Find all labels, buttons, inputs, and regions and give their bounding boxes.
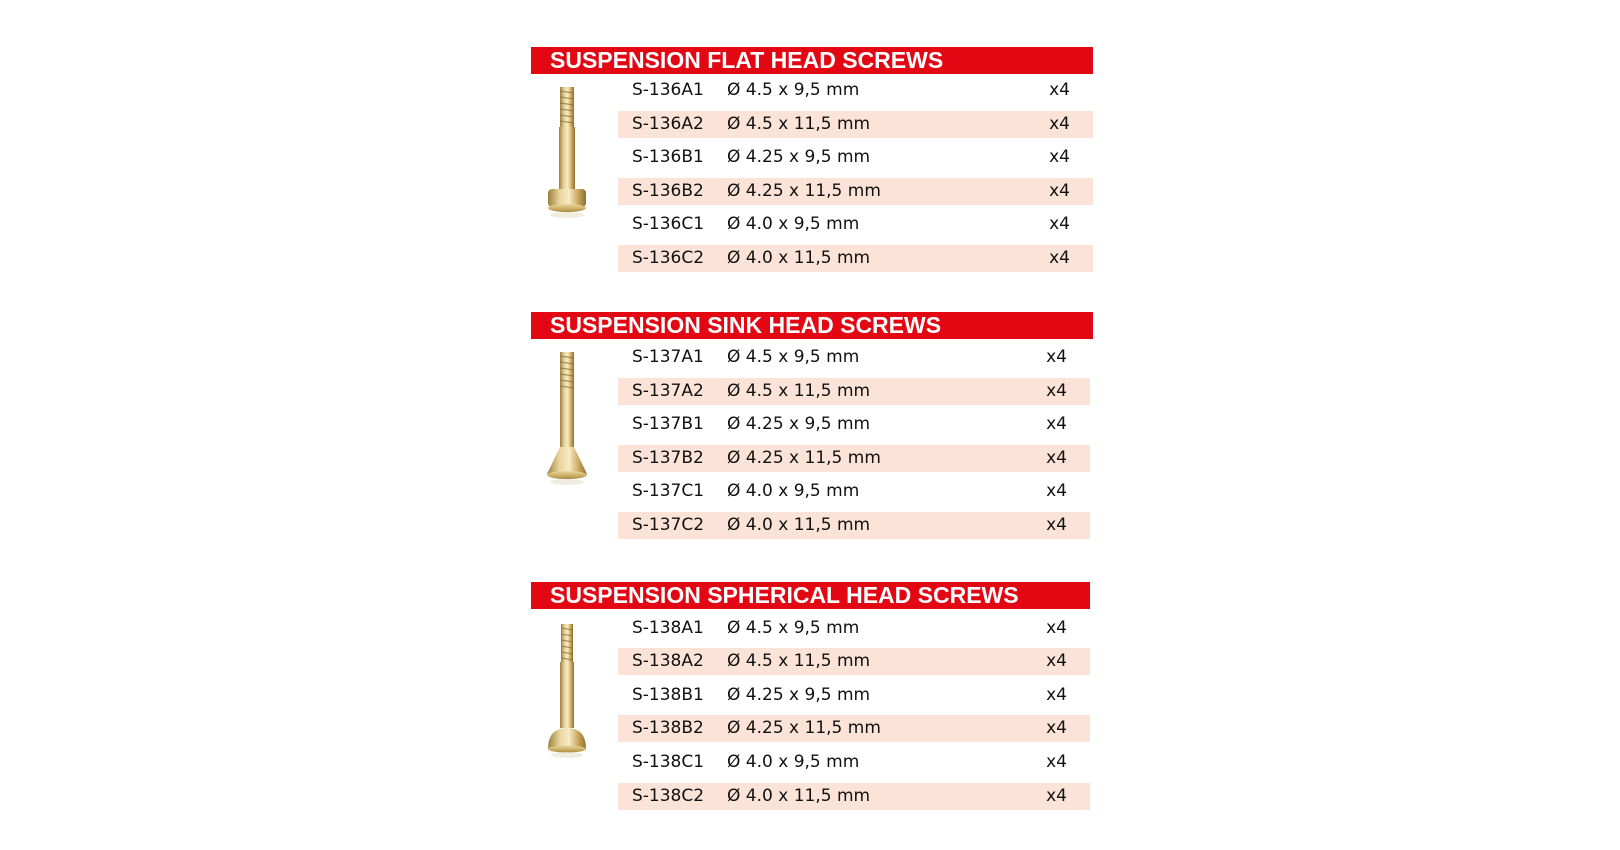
part-dimensions: Ø 4.5 x 11,5 mm	[727, 651, 871, 671]
table-row	[618, 512, 1090, 539]
table-row	[618, 111, 1093, 138]
table-row	[618, 615, 1090, 642]
part-quantity: x4	[1046, 718, 1067, 738]
part-code: S-137C2	[632, 515, 705, 535]
section-flat-head	[531, 47, 1093, 282]
part-code: S-138A2	[632, 651, 704, 671]
part-quantity: x4	[1049, 181, 1070, 201]
part-dimensions: Ø 4.25 x 11,5 mm	[727, 448, 881, 468]
part-dimensions: Ø 4.5 x 9,5 mm	[727, 618, 860, 638]
part-code: S-137B2	[632, 448, 704, 468]
part-quantity: x4	[1049, 147, 1070, 167]
table-row	[618, 245, 1093, 272]
table-row	[618, 344, 1090, 371]
part-dimensions: Ø 4.5 x 9,5 mm	[727, 80, 860, 100]
part-dimensions: Ø 4.25 x 9,5 mm	[727, 685, 871, 705]
part-quantity: x4	[1046, 685, 1067, 705]
part-dimensions: Ø 4.25 x 11,5 mm	[727, 718, 881, 738]
part-quantity: x4	[1046, 651, 1067, 671]
section-spherical-head	[531, 582, 1090, 817]
part-dimensions: Ø 4.0 x 11,5 mm	[727, 248, 871, 268]
part-dimensions: Ø 4.25 x 11,5 mm	[727, 181, 881, 201]
part-quantity: x4	[1049, 114, 1070, 134]
part-code: S-137A1	[632, 347, 704, 367]
part-code: S-136A1	[632, 80, 704, 100]
table-row	[618, 144, 1093, 171]
part-dimensions: Ø 4.0 x 11,5 mm	[727, 786, 871, 806]
part-quantity: x4	[1049, 248, 1070, 268]
part-code: S-138C1	[632, 752, 705, 772]
table-row	[618, 749, 1090, 776]
section-sink-head	[531, 312, 1093, 547]
part-quantity: x4	[1046, 381, 1067, 401]
part-code: S-138C2	[632, 786, 705, 806]
part-quantity: x4	[1046, 752, 1067, 772]
table-row	[618, 445, 1090, 472]
part-code: S-137B1	[632, 414, 704, 434]
part-code: S-137A2	[632, 381, 704, 401]
part-dimensions: Ø 4.0 x 9,5 mm	[727, 214, 860, 234]
table-row	[618, 411, 1090, 438]
table-row	[618, 682, 1090, 709]
section-title: SUSPENSION SPHERICAL HEAD SCREWS	[531, 582, 1090, 609]
part-quantity: x4	[1046, 481, 1067, 501]
table-row	[618, 378, 1090, 405]
part-code: S-136B1	[632, 147, 704, 167]
section-title: SUSPENSION FLAT HEAD SCREWS	[531, 47, 1093, 74]
part-code: S-137C1	[632, 481, 705, 501]
part-code: S-138B1	[632, 685, 704, 705]
part-dimensions: Ø 4.0 x 11,5 mm	[727, 515, 871, 535]
part-dimensions: Ø 4.5 x 11,5 mm	[727, 381, 871, 401]
part-dimensions: Ø 4.0 x 9,5 mm	[727, 481, 860, 501]
part-quantity: x4	[1046, 515, 1067, 535]
table-row	[618, 648, 1090, 675]
table-row	[618, 77, 1093, 104]
part-code: S-138B2	[632, 718, 704, 738]
part-dimensions: Ø 4.25 x 9,5 mm	[727, 414, 871, 434]
section-title: SUSPENSION SINK HEAD SCREWS	[531, 312, 1093, 339]
flat-head-screw-icon	[537, 87, 597, 237]
part-code: S-136B2	[632, 181, 704, 201]
table-row	[618, 178, 1093, 205]
part-quantity: x4	[1049, 80, 1070, 100]
part-code: S-138A1	[632, 618, 704, 638]
part-dimensions: Ø 4.5 x 9,5 mm	[727, 347, 860, 367]
table-row	[618, 783, 1090, 810]
part-quantity: x4	[1046, 786, 1067, 806]
spherical-head-screw-icon	[537, 624, 597, 774]
table-row	[618, 715, 1090, 742]
part-quantity: x4	[1046, 414, 1067, 434]
part-quantity: x4	[1049, 214, 1070, 234]
part-dimensions: Ø 4.5 x 11,5 mm	[727, 114, 871, 134]
part-quantity: x4	[1046, 448, 1067, 468]
part-code: S-136C2	[632, 248, 705, 268]
sink-head-screw-icon	[537, 352, 597, 502]
part-code: S-136A2	[632, 114, 704, 134]
part-dimensions: Ø 4.0 x 9,5 mm	[727, 752, 860, 772]
part-code: S-136C1	[632, 214, 705, 234]
part-dimensions: Ø 4.25 x 9,5 mm	[727, 147, 871, 167]
part-quantity: x4	[1046, 618, 1067, 638]
part-quantity: x4	[1046, 347, 1067, 367]
table-row	[618, 478, 1090, 505]
table-row	[618, 211, 1093, 238]
